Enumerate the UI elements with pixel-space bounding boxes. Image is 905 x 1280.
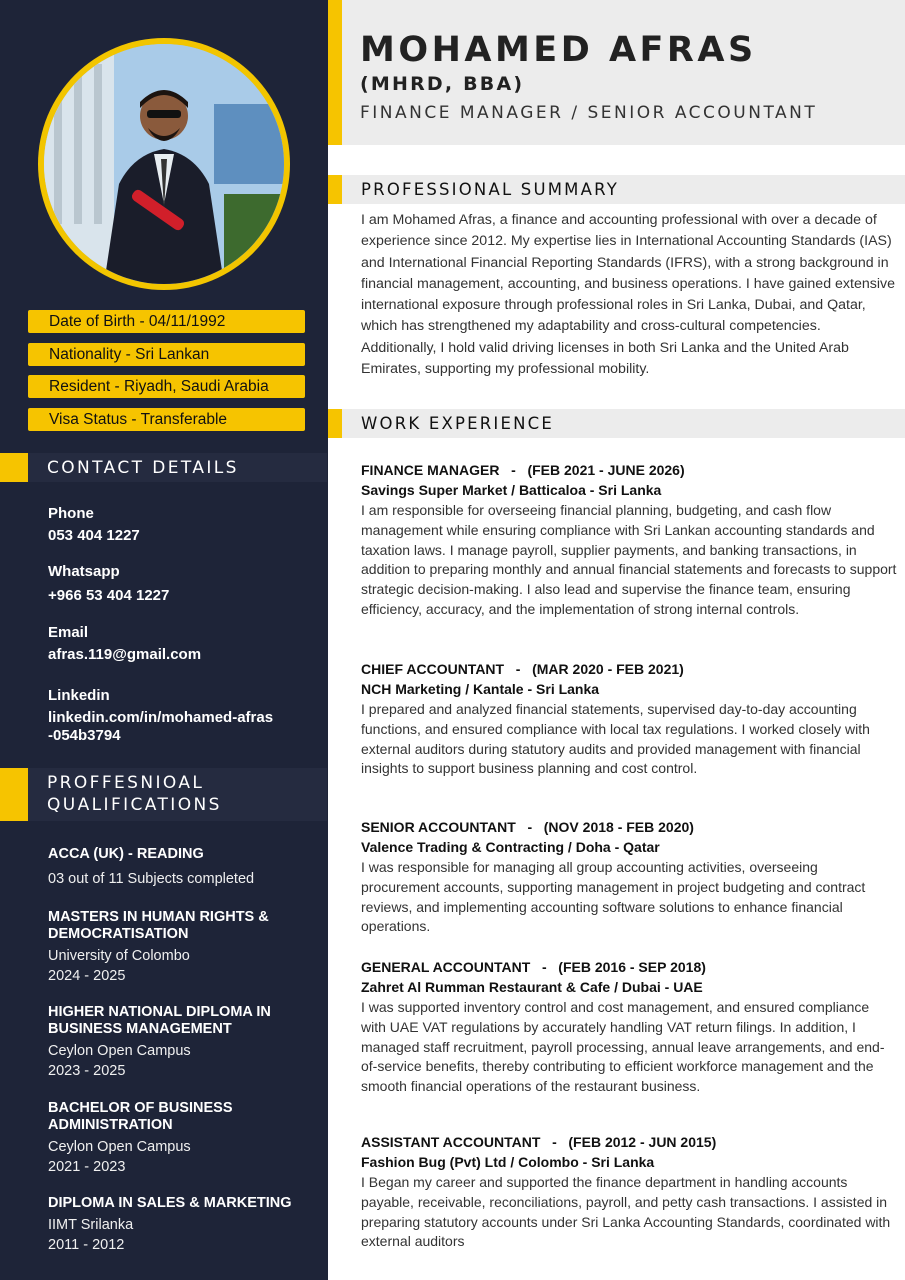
job-description: I was supported inventory control and cost management, and ensured compliance with UAE VAT regulations by accurately handling VAT return filings. In addition, I managed staff recruitment, payroll processing, annual leave arrangements, and end-of-service benefits, thereby contributing to efficient workforce management and the smooth financial operations of the restaurant business. bbox=[361, 999, 885, 1095]
job-entry bbox=[361, 460, 897, 620]
contact-phone-label: Phone bbox=[48, 505, 94, 522]
contact-linkedin-value-cont[interactable]: -054b3794 bbox=[48, 727, 121, 744]
personal-info-list bbox=[28, 310, 305, 440]
job-entry bbox=[361, 1132, 897, 1252]
profile-photo bbox=[44, 44, 284, 284]
qualification-institution: Ceylon Open Campus bbox=[48, 1043, 191, 1059]
candidate-name: MOHAMED AFRAS bbox=[360, 30, 757, 70]
qualification-years: 2024 - 2025 bbox=[48, 968, 126, 984]
contact-email-value[interactable]: afras.119@gmail.com bbox=[48, 646, 202, 663]
qualification-item bbox=[48, 909, 318, 986]
contact-linkedin-value[interactable]: linkedin.com/in/mohamed-afras bbox=[48, 709, 274, 726]
qualification-institution: Ceylon Open Campus bbox=[48, 1139, 191, 1155]
contact-email bbox=[48, 623, 201, 665]
contact-phone-value[interactable]: 053 404 1227 bbox=[48, 527, 140, 544]
qualifications-heading-line2: QUALIFICATIONS bbox=[47, 795, 222, 815]
job-company: Valence Trading & Contracting / Doha - Qatar bbox=[361, 839, 660, 855]
job-company: Zahret Al Rumman Restaurant & Cafe / Dubai - UAE bbox=[361, 979, 703, 995]
job-entry bbox=[361, 659, 897, 779]
date-of-birth-tag: Date of Birth - 04/11/1992 bbox=[28, 310, 305, 333]
qualification-item bbox=[48, 846, 318, 889]
contact-phone bbox=[48, 504, 140, 546]
qualification-title: DIPLOMA IN SALES & MARKETING bbox=[48, 1195, 292, 1211]
contact-linkedin-label: Linkedin bbox=[48, 687, 110, 704]
experience-heading: WORK EXPERIENCE bbox=[361, 414, 554, 433]
experience-heading-accent bbox=[328, 409, 342, 438]
job-description: I prepared and analyzed financial statements, supervised day-to-day accounting functions, and ensured compliance with local tax regulations. I worked closely with external auditors during statutory audits and provided management with financial insights to support business planning and cost control. bbox=[361, 701, 870, 777]
contact-email-label: Email bbox=[48, 624, 89, 641]
summary-text: I am Mohamed Afras, a finance and accounting professional with over a decade of experience since 2012. My expertise lies in International Accounting Standards (IAS) and International Financial Reporting Standards (IFRS), with a strong background in financial management, accounting, and business operations. I have gained extensive international exposure through professional roles in Sri Lanka, Dubai, and Qatar, which has strengthened my adaptability and cross-cultural competencies. Additionally, I hold valid driving licenses in both Sri Lanka and the United Arab Emirates, supporting my professional mobility. bbox=[361, 212, 895, 378]
job-role: FINANCE MANAGER - (FEB 2021 - JUNE 2026) bbox=[361, 462, 685, 478]
job-entry bbox=[361, 817, 897, 937]
candidate-job-title: FINANCE MANAGER / SENIOR ACCOUNTANT bbox=[360, 103, 818, 123]
qualification-title: BACHELOR OF BUSINESS bbox=[48, 1100, 233, 1116]
qualification-institution: IIMT Srilanka bbox=[48, 1217, 134, 1233]
job-description: I was responsible for managing all group accounting activities, overseeing procurement accounts, supporting management in project budgeting and contract reviews, and implementing accounting software solutions to enhance financial operations. bbox=[361, 859, 866, 935]
qualifications-heading-accent bbox=[0, 768, 28, 821]
qualification-item bbox=[48, 1004, 318, 1081]
job-description: I am responsible for overseeing financial planning, budgeting, and cash flow management while ensuring compliance with Sri Lankan accounting standards and taxation laws. I manage payroll, supplier payments, and banking transactions, in addition to preparing monthly and annual financial statements and forecasts to support strategic decision-making. I also lead and supervise the finance team, ensuring efficiency, accuracy, and the implementation of strong internal controls. bbox=[361, 502, 897, 617]
header-accent bbox=[328, 0, 342, 145]
contact-whatsapp-label: Whatsapp bbox=[48, 563, 120, 580]
contact-heading: CONTACT DETAILS bbox=[47, 458, 239, 478]
job-description: I Began my career and supported the finance department in handling accounts payable, receivable, reconciliations, payroll, and petty cash transactions. I assisted in preparing statutory accounts under Sri Lanka Accounting Standards, coordinated with external auditors bbox=[361, 1174, 891, 1250]
qualification-title: HIGHER NATIONAL DIPLOMA IN bbox=[48, 1004, 271, 1020]
contact-whatsapp-value[interactable]: +966 53 404 1227 bbox=[48, 587, 170, 604]
job-role: ASSISTANT ACCOUNTANT - (FEB 2012 - JUN 2015) bbox=[361, 1134, 717, 1150]
job-company: NCH Marketing / Kantale - Sri Lanka bbox=[361, 681, 600, 697]
qualification-item bbox=[48, 1195, 318, 1255]
contact-linkedin bbox=[48, 686, 273, 745]
job-entry bbox=[361, 957, 897, 1097]
summary-heading: PROFESSIONAL SUMMARY bbox=[361, 180, 619, 199]
qualification-institution: University of Colombo bbox=[48, 948, 190, 964]
qualification-title-cont: ADMINISTRATION bbox=[48, 1117, 173, 1133]
qualification-title: ACCA (UK) - READING bbox=[48, 846, 204, 862]
qualification-years: 2021 - 2023 bbox=[48, 1159, 126, 1175]
qualification-years: 2023 - 2025 bbox=[48, 1063, 126, 1079]
qualifications-heading-line1: PROFFESNIOAL bbox=[47, 773, 205, 793]
qualification-title: MASTERS IN HUMAN RIGHTS & bbox=[48, 909, 269, 925]
contact-heading-accent bbox=[0, 453, 28, 482]
qualification-title-cont: BUSINESS MANAGEMENT bbox=[48, 1021, 232, 1037]
qualification-detail: 03 out of 11 Subjects completed bbox=[48, 871, 255, 887]
qualification-years: 2011 - 2012 bbox=[48, 1237, 125, 1253]
candidate-credentials: (MHRD, BBA) bbox=[360, 73, 525, 95]
job-role: CHIEF ACCOUNTANT - (MAR 2020 - FEB 2021) bbox=[361, 661, 684, 677]
job-role: SENIOR ACCOUNTANT - (NOV 2018 - FEB 2020) bbox=[361, 819, 694, 835]
job-company: Savings Super Market / Batticaloa - Sri Lanka bbox=[361, 482, 662, 498]
qualification-item bbox=[48, 1100, 318, 1177]
summary-heading-accent bbox=[328, 175, 342, 204]
profile-photo-frame bbox=[38, 38, 290, 290]
job-role: GENERAL ACCOUNTANT - (FEB 2016 - SEP 2018) bbox=[361, 959, 706, 975]
visa-status-tag: Visa Status - Transferable bbox=[28, 408, 305, 431]
job-company: Fashion Bug (Pvt) Ltd / Colombo - Sri Lanka bbox=[361, 1154, 655, 1170]
qualification-title-cont: DEMOCRATISATION bbox=[48, 926, 189, 942]
contact-whatsapp bbox=[48, 562, 169, 606]
residence-tag: Resident - Riyadh, Saudi Arabia bbox=[28, 375, 305, 398]
nationality-tag: Nationality - Sri Lankan bbox=[28, 343, 305, 366]
